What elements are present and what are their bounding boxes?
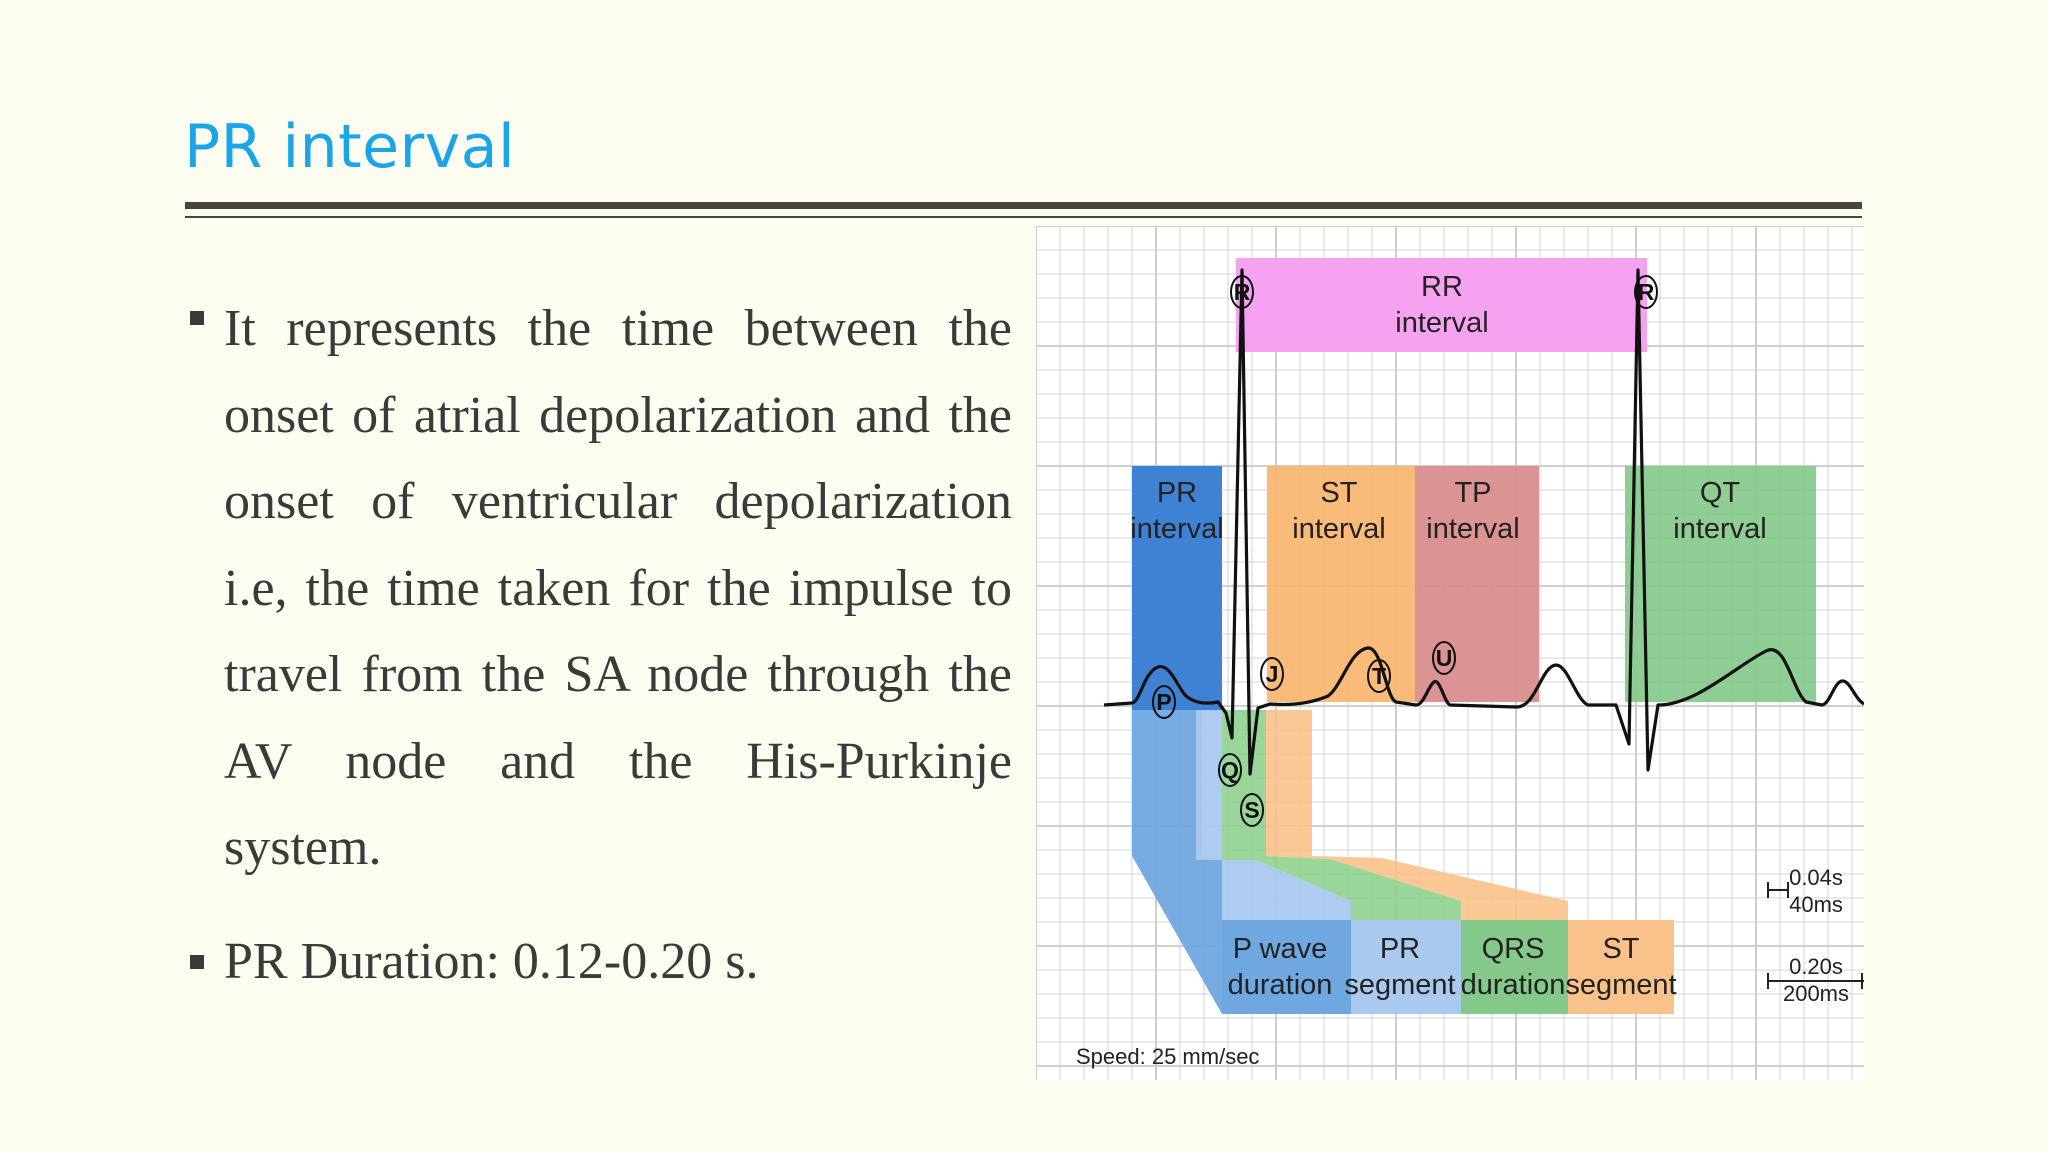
pr-segment-label-line1: PR [1379, 933, 1421, 965]
title-divider-thin [185, 216, 1862, 218]
bullet-square-icon [190, 955, 204, 969]
qrs-label-line2: duration [1460, 969, 1566, 1001]
st-label-line2: interval [1292, 513, 1386, 545]
bullet-list [188, 286, 1012, 992]
ecg-diagram [1036, 226, 1864, 1080]
p-wave-marker: P [1156, 689, 1172, 715]
rr-label-line1: RR [1421, 271, 1463, 303]
r-wave-marker: R [1233, 279, 1251, 305]
s-wave-marker: S [1244, 797, 1260, 823]
tp-label-line1: TP [1454, 477, 1492, 509]
bullet-item [188, 932, 1012, 992]
qt-label-line1: QT [1699, 477, 1741, 509]
small-box-time-label: 0.04s [1789, 865, 1843, 890]
large-box-ms-label: 200ms [1782, 981, 1850, 1006]
q-wave-marker: Q [1221, 757, 1239, 783]
st-label-line1: ST [1320, 477, 1358, 509]
bullet-item [188, 286, 1012, 892]
rr-label-line2: interval [1395, 307, 1489, 339]
st-segment-label-line2: segment [1565, 969, 1677, 1001]
slide-title: PR interval [184, 112, 516, 182]
paper-speed-label: Speed: 25 mm/sec [1076, 1044, 1260, 1069]
j-point-marker: J [1265, 661, 1279, 687]
p-wave-label-line1: P wave [1232, 933, 1328, 965]
qrs-label-line1: QRS [1481, 933, 1545, 965]
pr-segment-label-line2: segment [1344, 969, 1456, 1001]
large-box-time-label: 0.20s [1789, 954, 1843, 979]
pr-label-line2: interval [1130, 513, 1224, 545]
small-box-ms-label: 40ms [1789, 892, 1843, 917]
title-divider-thick [185, 202, 1862, 209]
r-wave-marker: R [1637, 279, 1655, 305]
tp-label-line2: interval [1426, 513, 1520, 545]
bullet-text: PR Duration: 0.12-0.20 s. [224, 932, 759, 990]
u-wave-marker: U [1435, 645, 1453, 671]
qt-label-line2: interval [1673, 513, 1767, 545]
pr-label-line1: PR [1156, 477, 1198, 509]
st-segment-label-line1: ST [1602, 933, 1640, 965]
bullet-square-icon [190, 311, 204, 325]
t-wave-marker: T [1371, 663, 1387, 689]
bullet-text: It represents the time between the onset of atrial depolarization and the onset of ventricular depolarization i.e, the time taken for the impulse to travel from the SA node through the AV node and the His-Purkinje system. [224, 300, 1012, 876]
p-wave-label-line2: duration [1227, 969, 1333, 1001]
